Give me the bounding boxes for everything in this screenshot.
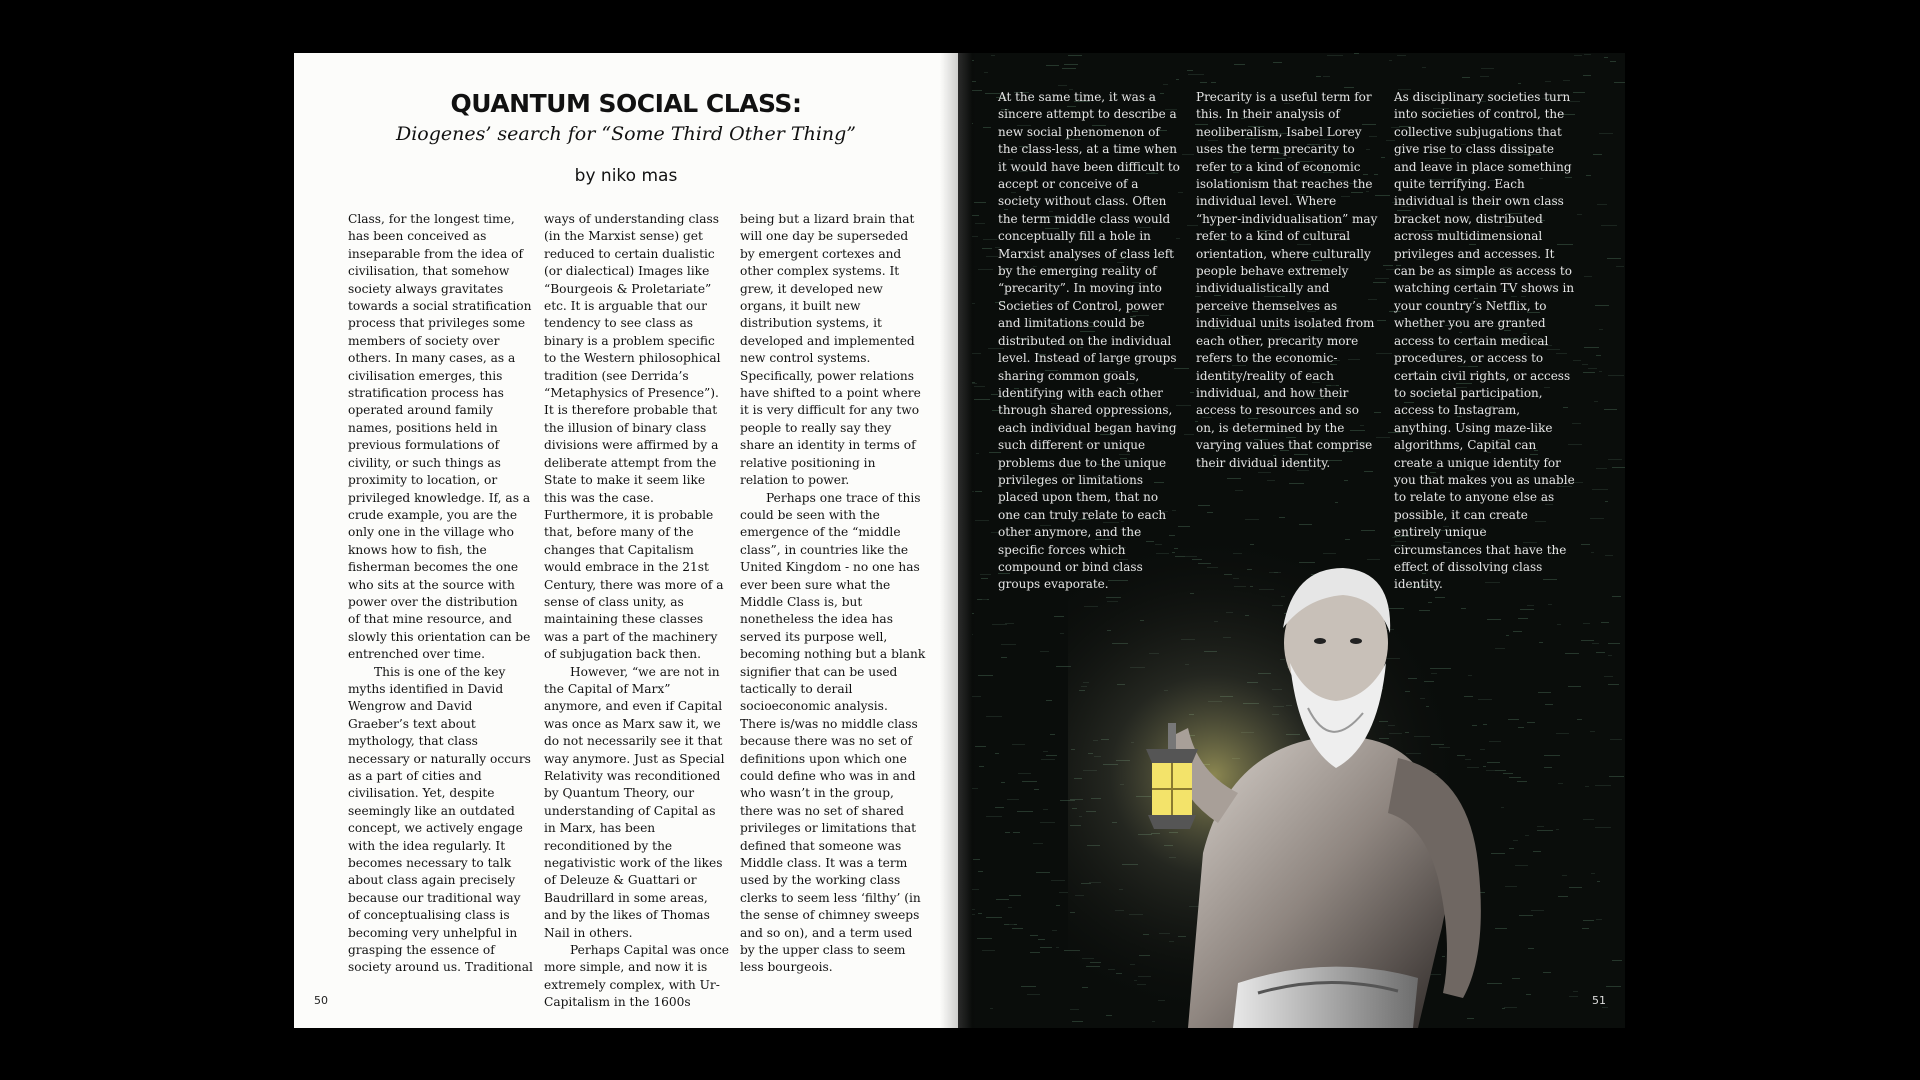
- paragraph: Perhaps Capital was once more simple, and now it is extremely complex, with Ur-Capitalism in the 1600s: [544, 943, 730, 1010]
- article-byline: by niko mas: [574, 166, 678, 186]
- paragraph: However, “we are not in the Capital of Marx” anymore, and even if Capital was once as Marx saw it, we do not necessarily see it that way anymore. Just as Special Relativity was reconditioned by Quantum Theory, our understanding of Capital as in Marx, has been reconditioned by the negativistic work of the likes of Deleuze & Guattari or Baudrillard in some areas, and by the likes of Thomas Nail in others.: [544, 664, 725, 940]
- diogenes-illustration: [1068, 523, 1588, 1028]
- paragraph: Perhaps one trace of this could be seen with the emergence of the “middle class”, in countries like the United Kingdom - no one has ever been sure what the Middle Class is, but nonetheless the idea has served its purpose well, becoming nothing but a blank signifier that can be used tactically to derail socioeconomic analysis. There is/was no middle class because there was no set of definitions upon which one could define who was in and who wasn’t in the group, there was no set of shared privileges or limitations that defined that someone was Middle class. It was a term used by the working class clerks to seem less ‘filthy’ (in the sense of chimney sweeps and so on), and a term used by the upper class to seem less bourgeois.: [740, 490, 926, 975]
- paragraph: ways of understanding class (in the Marxist sense) get reduced to certain dualistic (or dialectical) Images like “Bourgeois & Proletariate” etc. It is arguable that our tendency to see class as binary is a problem specific to the Western philosophical tradition (see Derrida’s “Metaphysics of Presence”). It is therefore probable that the illusion of binary class divisions were affirmed by a deliberate attempt from the State to make it seem like this was the case. Furthermore, it is probable that, before many of the changes that Capitalism would embrace in the 21st Century, there was more of a sense of class unity, as maintaining these classes was a part of the machinery of subjugation back then.: [544, 212, 724, 662]
- article-subtitle: Diogenes’ search for “Some Third Other Thing”: [395, 123, 857, 145]
- left-column-2: [544, 211, 730, 1012]
- page-spine-shadow: [958, 53, 972, 1028]
- page-number-left: 50: [314, 994, 328, 1007]
- paragraph: This is one of the key myths identified in David Wengrow and David Graeber’s text about mythology, that class necessary or naturally occurs as a part of cities and civilisation. Yet, despite seemingly like an outdated concept, we actively engage with the idea regularly. It becomes necessary to talk about class again precisely because our traditional way of conceptualising class is becoming very unhelpful in grasping the essence of society around us. Traditional: [348, 664, 533, 975]
- right-column-2: Precarity is a useful term for this. In their analysis of neoliberalism, Isabel Lorey uses the term precarity to refer to a kind of economic isolationism that reaches the individual level. Where “hyper-individualisation” may refer to a kind of cultural orientation, where culturally people behave extremely individualistically and perceive themselves as individual units isolated from each other, precarity more refers to the economic-identity/reality of each individual, and how their access to resources and so on, is determined by the varying values that comprise their dividual identity.: [1196, 90, 1378, 470]
- left-column-1: [348, 211, 533, 977]
- left-column-3: [740, 211, 926, 977]
- page-number-right: 51: [1592, 994, 1606, 1007]
- right-page: [958, 53, 1625, 1028]
- right-column-3: As disciplinary societies turn into societies of control, the collective subjugations that give rise to class dissipate and leave in place something quite terrifying. Each individual is their own class bracket now, distributed across multidimensional privileges and accesses. It can be as simple as access to watching certain TV shows in your country’s Netflix, to whether you are granted access to certain medical procedures, or access to certain civil rights, or access to societal participation, access to Instagram, anything. Using maze-like algorithms, Capital can create a unique identity for you that makes you as unable to relate to anyone else as possible, it can create entirely unique circumstances that have the effect of dissolving class identity.: [1394, 90, 1575, 592]
- paragraph: being but a lizard brain that will one day be superseded by emergent cortexes and other complex systems. It grew, it developed new organs, it built new distribution systems, it developed and implemented new control systems. Specifically, power relations have shifted to a point where it is very difficult for any two people to really say they share an identity in terms of relative positioning in relation to power.: [740, 212, 921, 488]
- article-title: QUANTUM SOCIAL CLASS:: [450, 89, 802, 118]
- right-column-1: At the same time, it was a sincere attempt to describe a new social phenomenon of the class-less, at a time when it would have been difficult to accept or conceive of a society without class. Often the term middle class would conceptually fill a hole in Marxist analyses of class left by the emerging reality of “precarity”. In moving into Societies of Control, power and limitations could be distributed on the individual level. Instead of large groups sharing common goals, identifying with each other through shared oppressions, each individual began having such different or unique problems due to the unique privileges or limitations placed upon them, that no one can truly relate to each other anymore, and the specific forces which compound or bind class groups evaporate.: [998, 90, 1180, 592]
- paragraph: Class, for the longest time, has been conceived as inseparable from the idea of civilisation, that somehow society always gravitates towards a social stratification process that privileges some members of society over others. In many cases, as a civilisation emerges, this stratification process has operated around family names, positions held in previous formulations of civility, or such things as proximity to location, or privileged knowledge. If, as a crude example, you are the only one in the village who knows how to fish, the fisherman becomes the one who sits at the source with power over the distribution of that mine resource, and slowly this orientation can be entrenched over time.: [348, 212, 532, 662]
- left-page: [294, 53, 958, 1028]
